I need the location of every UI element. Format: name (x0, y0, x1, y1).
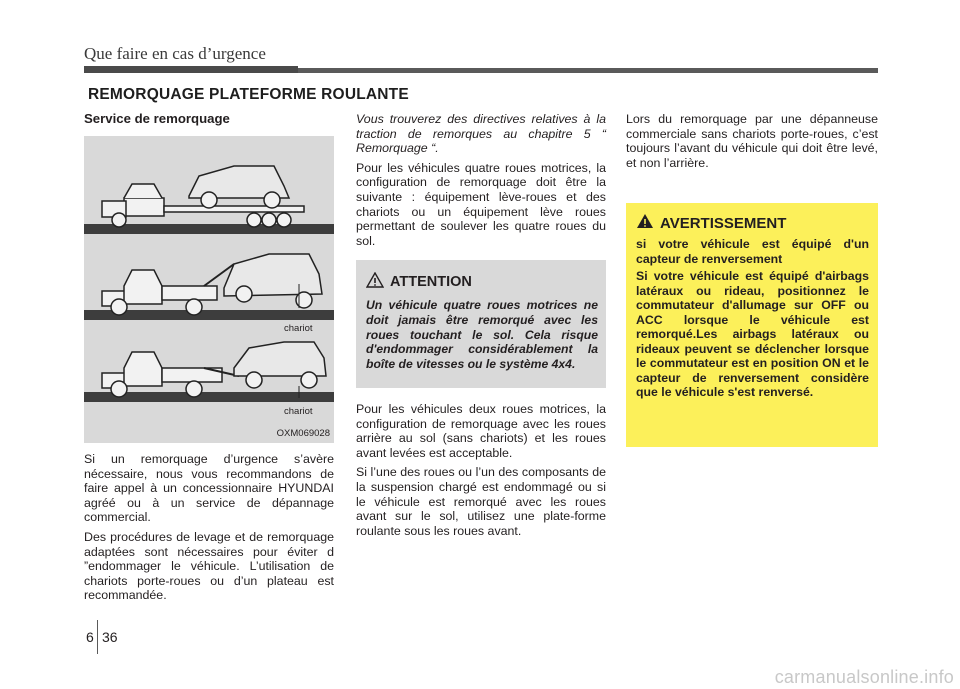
warning-title: AVERTISSEMENT (660, 214, 787, 232)
dolly-label: chariot (284, 406, 313, 417)
paragraph: Lors du remorquage par une dépanneuse commerciale sans chariots porte-roues, c’est toujours l’avant du véhicule qui doit être levé, et non l’arrière. (626, 112, 878, 170)
page-number-divider (97, 620, 98, 654)
header-rule (84, 68, 878, 73)
wheel-lift-truck-dolly (102, 254, 322, 315)
section-title: REMORQUAGE PLATEFORME ROULANTE (88, 86, 409, 103)
column-2-lower (356, 402, 606, 543)
paragraph: Pour les véhicules deux roues motrices, la configuration de remorquage avec les roues arrière au sol (sans chariots) et les roues avant levées est acceptable. (356, 402, 606, 460)
column-1-body (84, 452, 334, 608)
warning-line: si votre véhicule est équipé d'un capteur de renversement (636, 237, 869, 266)
tow-trucks-drawing (84, 136, 334, 443)
paragraph: Si l’une des roues ou l’un des composants de la suspension chargé est endommagé ou si le véhicule est remorqué avec les roues avant sur le sol, utilisez une plate-forme roulante sous les roues avant. (356, 465, 606, 538)
attention-header (366, 272, 598, 292)
chapter-number: 6 (86, 629, 94, 645)
warning-triangle-filled-icon (636, 213, 654, 233)
attention-text: Un véhicule quatre roues motrices ne doit jamais être remorqué avec les roues touchant le sol. Cela risque d'endommager considérablement la boîte de vitesses ou le système 4x4. (366, 298, 598, 372)
warning-text (636, 237, 869, 400)
figure-code: OXM069028 (276, 428, 330, 439)
column-3 (626, 112, 878, 175)
watermark: carmanualsonline.info (774, 667, 954, 687)
paragraph: Pour les véhicules quatre roues motrices, la configuration de remorquage doit être la suivante : équipement lève-roues et des chariots ou un équipement lève roues permettant de soulever les quatre roues du sol. (356, 160, 606, 248)
warning-line: Si votre véhicule est équipé d'airbags latéraux ou rideau, positionnez le commutateur d'allumage sur OFF ou ACC lorsque le véhicule est remorqué.Les airbags latéraux ou rideaux peuvent se déclencher lorsque le commutateur est en position ON et le capteur de renversement considère que le véhicule s'est renversé. (636, 269, 869, 399)
attention-box (356, 260, 606, 388)
subheading: Service de remorquage (84, 111, 230, 126)
towing-illustration (84, 136, 334, 443)
flatbed-truck (102, 166, 304, 227)
warning-header (636, 213, 869, 233)
warning-box (626, 203, 878, 447)
attention-title: ATTENTION (390, 274, 472, 290)
italic-note: Vous trouverez des directives relatives à la traction de remorques au chapitre 5 “ Remorquage “. (356, 112, 606, 156)
wheel-lift-truck-rear-dolly (102, 342, 326, 398)
page-number: 36 (102, 629, 118, 645)
dolly-label: chariot (284, 323, 313, 334)
paragraph: Des procédures de levage et de remorquage adaptées sont nécessaires pour éviter d ”endommager le véhicule. L’utilisation de chariots porte-roues ou d’un plateau est recommandée. (84, 529, 334, 603)
chapter-header: Que faire en cas d’urgence (84, 44, 266, 63)
warning-triangle-outline-icon (366, 272, 384, 292)
paragraph: Si un remorquage d’urgence s’avère nécessaire, nous vous recommandons de faire appel à un concessionnaire HYUNDAI agréé ou à un service de dépannage commercial. (84, 452, 334, 525)
